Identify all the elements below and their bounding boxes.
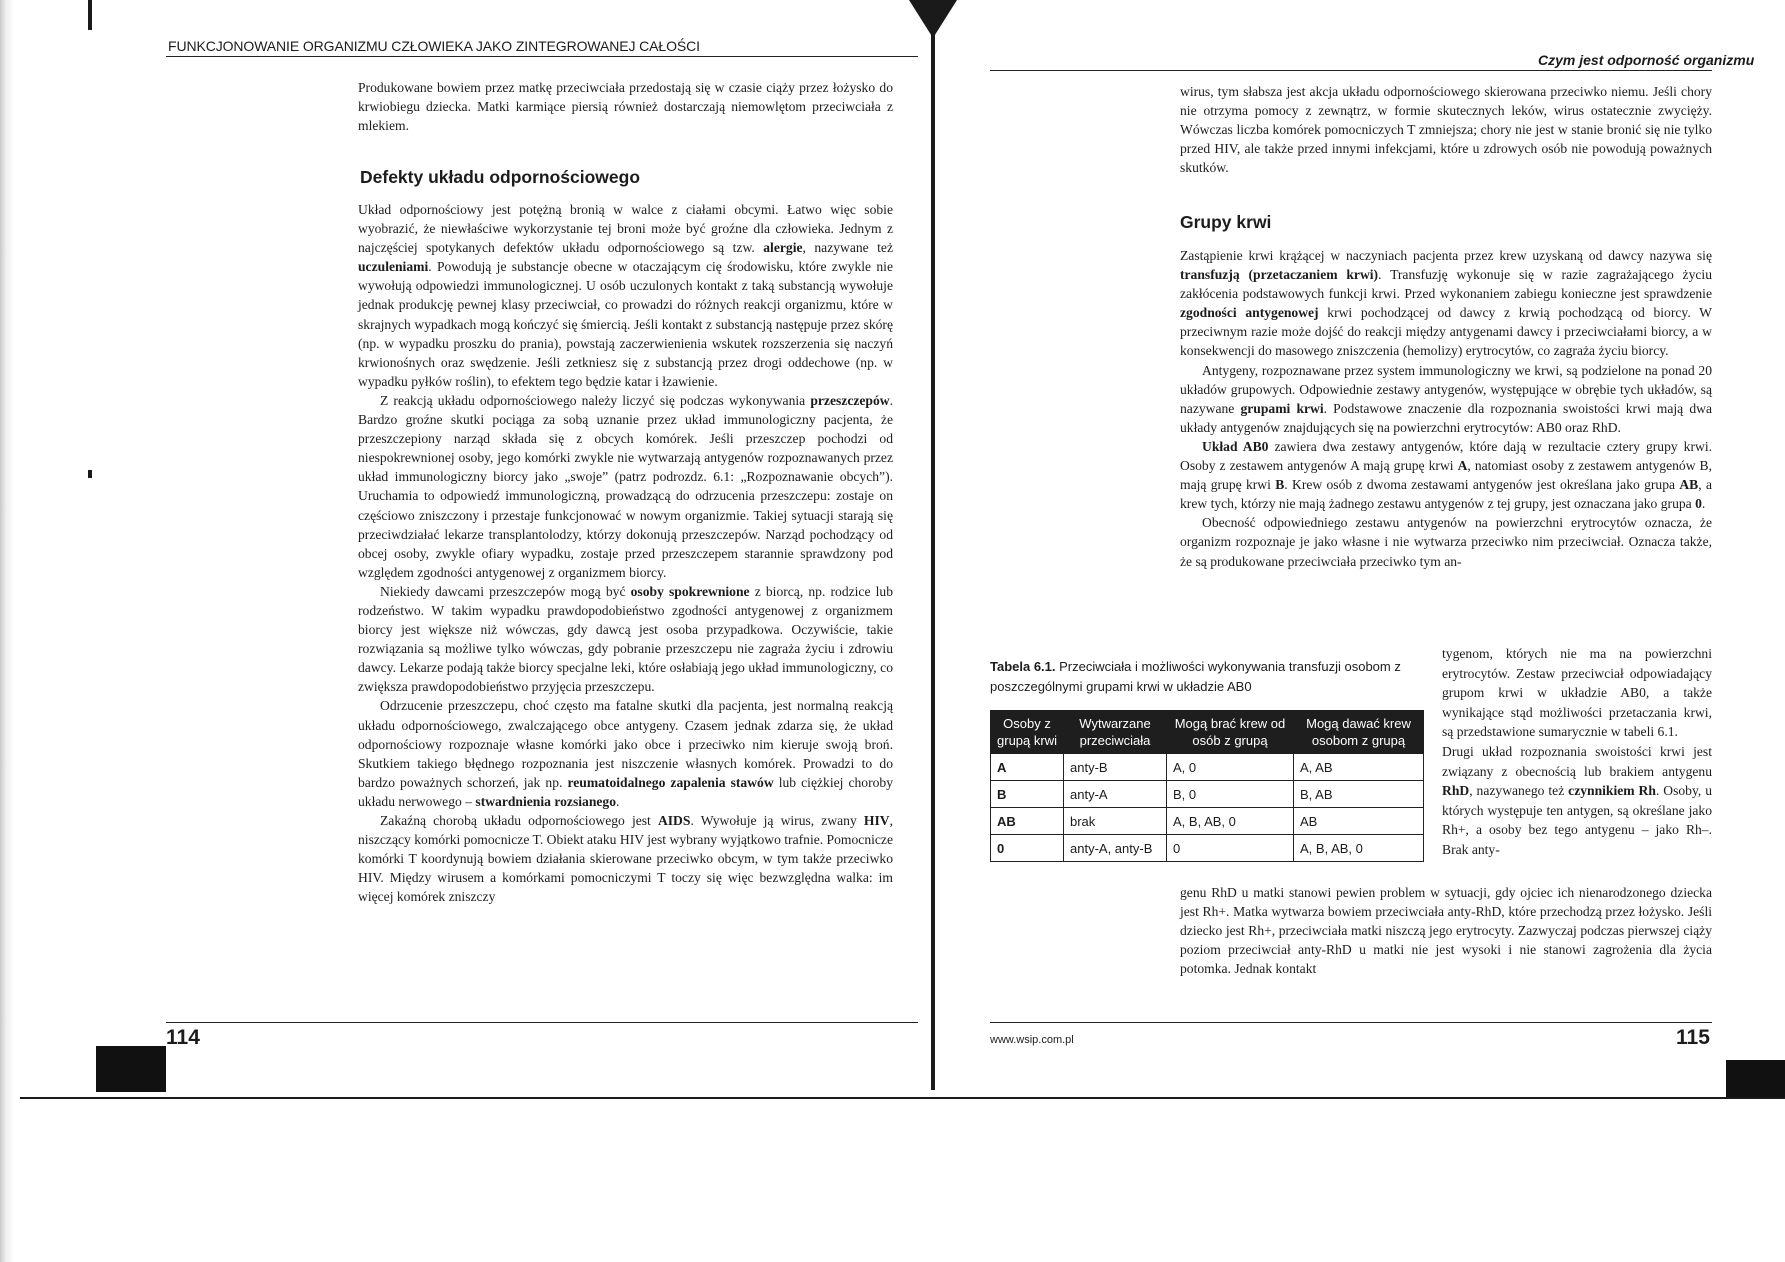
table-cell: AB [1294,808,1424,835]
running-header-left: FUNKCJONOWANIE ORGANIZMU CZŁOWIEKA JAKO ZINTEGROWANEJ CAŁOŚCI [168,38,700,54]
table-caption: Tabela 6.1. Przeciwciała i możliwości wykonywania transfuzji osobom z poszczególnymi grupami krwi w układzie AB0 [990,659,1401,694]
table-cell: A, AB [1294,754,1424,781]
book-spine [925,0,941,1262]
table-header-cell: Mogą dawać krew osobom z grupą [1294,711,1424,754]
table-cell: A, 0 [1167,754,1294,781]
paragraph-rhd-bottom: genu RhD u matki stanowi pewien problem w sytuacji, gdy ojciec ich nienarodzonego dziecka jest Rh+. Matka wytwarza bowiem przeciwciała anty-RhD, które przechodzą przez łożysko. Jeśli dziecko jest Rh+, przeciwciała matki niszczą jego erytrocyty. Zazwyczaj podczas pierwszej ciąży poziom przeciwciał anty-RhD u matki nie jest wysoki i nie stanowi zagrożenia dla życia potomka. Jednak kontakt [1180,885,1712,977]
table-cell: B, AB [1294,781,1424,808]
paragraph-aids: Zakaźną chorobą układu odpornościowego jest AIDS. Wywołuje ją wirus, zwany HIV, niszczący komórki pomocnicze T. Obiekt ataku HIV jest wybrany wyjątkowo trafnie. Pomocnicze komórki T koordynują bowiem działania skierowane przeciwko obcym, w tym także przeciwko HIV. Między wirusem a komórkami pomocniczymi T toczy się więc bezwzględna walka: im więcej komórek zniszczy [358,813,893,905]
page-number-right: 115 [1676,1026,1710,1049]
page-edge-marker-right [1726,1060,1785,1098]
header-rule-left [166,56,918,57]
table-row [991,835,1424,862]
table-cell: B, 0 [1167,781,1294,808]
table-cell: A, B, AB, 0 [1167,808,1294,835]
table-row [991,781,1424,808]
table-cell: anty-A [1064,781,1167,808]
paragraph-rhd-wrap: Drugi układ rozpoznania swoistości krwi jest związany z obecnością lub brakiem antygenu RhD, nazywanego też czynnikiem Rh. Osoby, u których występuje ten antygen, są określane jako Rh+, a osoby bez tego antygenu – jako Rh–. Brak anty- [1442,743,1712,857]
table-cell: brak [1064,808,1167,835]
right-body [1180,246,1712,571]
footer-rule-right [990,1022,1712,1023]
scan-edge-left [0,0,96,1262]
table-cell: A, B, AB, 0 [1294,835,1424,862]
paragraph-antigens: Antygeny, rozpoznawane przez system immunologiczny we krwi, są podzielone na ponad 20 układów grupowych. Odpowiednie zestawy antygenów, występujące w obrębie tych układów, są nazywane grupami krwi. Podstawowe znaczenie dla rozpoznania swoistości krwi mają dwa układy antygenów znajdujących się na powierzchni erytrocytów: AB0 oraz RhD. [1180,362,1712,435]
right-top [1180,82,1712,177]
table-header-cell: Osoby z grupą krwi [991,711,1064,754]
table-cell: 0 [991,835,1064,862]
left-body [358,200,893,906]
table-cell: 0 [1167,835,1294,862]
paragraph-related-donors: Niekiedy dawcami przeszczepów mogą być osoby spokrewnione z biorcą, np. rodzice lub rodzeństwo. W takim wypadku prawdopodobieństwo zgodności antygenowej z organizmem biorcy jest większe niż wówczas, gdy dawcą jest osoba przypadkowa. Oczywiście, takie rozwiązania są możliwe tylko wówczas, gdy pobranie przeszczepu nie zagraża życiu i zdrowiu dawcy. Lekarze podają także biorcy specjalne leki, które osłabiają jego układ immunologiczny, co zwiększa prawdopodobieństwo przyjęcia przeszczepu. [358,583,893,695]
table-header-cell: Mogą brać krew od osób z grupą [1167,711,1294,754]
page-edge-marker-left [96,1046,166,1092]
right-wrap-column [1442,644,1712,860]
header-rule-right [990,70,1712,71]
section-heading-blood-groups: Grupy krwi [1180,212,1272,232]
paragraph-ab0: Układ AB0 zawiera dwa zestawy antygenów, które dają w rezultacie cztery grupy krwi. Osoby z zestawem antygenów A mają grupę krwi A, natomiast osoby z zestawem antygenów B, mają grupę krwi B. Krew osób z dwoma zestawami antygenów jest określana jako grupa AB, a krew tych, którzy nie mają żadnego zestawu antygenów z tej grupy, jest oznaczana jako grupa 0. [1180,438,1712,512]
section-heading-defects: Defekty układu odpornościowego [360,167,641,187]
left-intro-paragraph: Produkowane bowiem przez matkę przeciwciała przedostają się w czasie ciąży przez łożysko do krwiobiegu dziecka. Matki karmiące piersią również dostarczają niemowlętom przeciwciała z mlekiem. [358,80,893,134]
table-cell: A [991,754,1064,781]
table-row [991,754,1424,781]
right-bottom [1180,883,1712,978]
running-header-right: Czym jest odporność organizmu [1538,52,1755,68]
paragraph-allergies: Układ odpornościowy jest potężną bronią w walce z ciałami obcymi. Łatwo więc sobie wyobrazić, że niewłaściwe wykorzystanie tej broni może być groźne dla człowieka. Jednym z najczęściej spotykanych defektów układu odpornościowego są tzw. alergie, nazywane też uczuleniami. Powodują je substancje obecne w otaczającym cię środowisku, które zwykle nie wywołują odpowiedzi immunologicznej. U osób uczulonych kontakt z taką substancją wywołuje jednak produkcję pewnej klasy przeciwciał, co prowadzi do różnych reakcji organizmu, które w skrajnych wypadkach mogą kończyć się śmiercią. Jeśli kontakt z substancją następuje przez skórę (np. w wypadku proszku do prania), powstają zaczerwienienia wskutek rozszerzenia się naczyń krwionośnych oraz swędzenie. Jeśli zetkniesz się z substancją przez drogi oddechowe (np. w wypadku pyłków roślin), to efektem tego będzie katar i łzawienie. [358,202,894,389]
footer-rule-left [166,1022,918,1023]
table-cell: B [991,781,1064,808]
table-row [991,808,1424,835]
left-intro [358,78,893,135]
table-cell: anty-A, anty-B [1064,835,1167,862]
paragraph-autoimmune: Odrzucenie przeszczepu, choć często ma fatalne skutki dla pacjenta, jest normalną reakcją układu odpornościowego, zwalczającego obce antygeny. Czasem jednak zdarza się, że układ odpornościowy rozpoznaje własne komórki jako obce i przeciwko nim kieruje swoją broń. Skutkiem takiego błędnego rozpoznania jest niszczenie własnych komórek. Prowadzi to do bardzo poważnych schorzeń, jak np. reumatoidalnego zapalenia stawów lub ciężkiej choroby układu nerwowego – stwardnienia rozsianego. [358,698,894,809]
table-header-row [991,711,1424,754]
paragraph-transfusion: Zastąpienie krwi krążącej w naczyniach pacjenta przez krew uzyskaną od dawcy nazywa się transfuzją (przetaczaniem krwi). Transfuzję wykonuje się w razie zagrażającego życiu zakłócenia podstawowych funkcji krwi. Przed wykonaniem zabiegu konieczne jest sprawdzenie zgodności antygenowej krwi pochodzącej od dawcy z krwią pochodzącą od biorcy. W przeciwnym razie może dojść do reakcji między antygenami dawcy i przeciwciałami biorcy, a w konsekwencji do masowego zniszczenia (hemolizy) erytrocytów, co zagraża życiu biorcy. [1180,248,1712,359]
table-cell: anty-B [1064,754,1167,781]
scan-bottom-line [20,1097,1785,1099]
paragraph-antibodies-wrap: tygenom, których nie ma na powierzchni erytrocytów. Zestaw przeciwciał odpowiadający grupom krwi w układzie AB0, a także wynikające stąd możliwości przetaczania krwi, są przedstawione sumarycznie w tabeli 6.1. [1442,646,1712,740]
blood-group-table [990,710,1424,862]
paragraph-hiv-cont: wirus, tym słabsza jest akcja układu odpornościowego skierowana przeciwko niemu. Jeśli chory nie otrzyma pomocy z zewnątrz, w formie skutecznych leków, wirus ostatecznie zwycięży. Wówczas liczba komórek pomocniczych T zmniejsza; chory nie jest w stanie bronić się nie tylko przed HIV, ale także przed innymi infekcjami, które u zdrowych osób nie powodują poważnych skutków. [1180,84,1712,176]
table-cell: AB [991,808,1064,835]
paragraph-antibodies-top: Obecność odpowiedniego zestawu antygenów na powierzchni erytrocytów oznacza, że organizm rozpoznaje je jako własne i nie wytwarza przeciwko nim przeciwciał. Oznacza także, że są produkowane przeciwciała przeciwko tym an- [1180,515,1712,569]
page-number-left: 114 [166,1026,200,1049]
paragraph-transplants: Z reakcją układu odpornościowego należy liczyć się podczas wykonywania przeszczepów. Bardzo groźne skutki pociąga za sobą uznanie przez układ immunologiczny pacjenta, że przeszczepiony narząd składa się z obcych komórek. Jeśli przeszczep pochodzi od niespokrewnionej osoby, jego komórki zwykle nie wytwarzają antygenów rozpoznawanych przez układ immunologiczny biorcy jako „swoje” (patrz podrozdz. 6.1: „Rozpoznawanie obcych”). Uruchamia to odpowiedź immunologiczną, prowadzącą do odrzucenia przeszczepu: zostaje on częściowo zniszczony i przestaje funkcjonować w nowym organizmie. Takiej sytuacji starają się przeciwdziałać lekarze transplantolodzy, którzy dokonują przeszczepów. Narząd pochodzący od obcej osoby, zwykle ofiary wypadku, zostaje przed przeszczepem starannie sprawdzony pod względem zgodności antygenowej z organizmem biorcy. [358,392,893,580]
footer-url: www.wsip.com.pl [990,1034,1074,1046]
table-header-cell: Wytwarzane przeciwciała [1064,711,1167,754]
